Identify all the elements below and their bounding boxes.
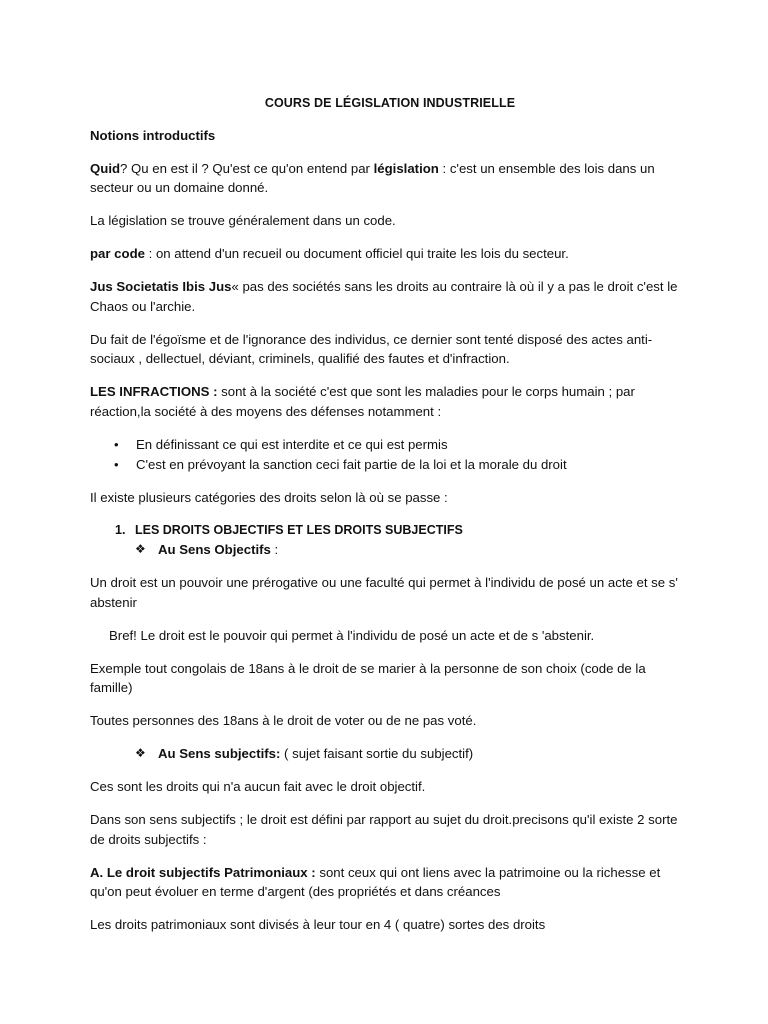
paragraph-sens-subjectifs: Dans son sens subjectifs ; le droit est défini par rapport au sujet du droit.precisons qu'il existe 2 sorte de droits subjectifs : bbox=[90, 812, 678, 847]
bullet-icon: • bbox=[114, 456, 119, 472]
list-item: • En définissant ce qui est interdite et ce qui est permis bbox=[90, 435, 690, 455]
diamond-bullet-icon: ❖ bbox=[135, 746, 146, 760]
paragraph-jus: Jus Societatis Ibis Jus« pas des sociétés sans les droits au contraire là où il y a pas le droit c'est le Chaos ou l'archie. bbox=[90, 279, 678, 314]
paragraph-bref: Bref! Le droit est le pouvoir qui permet à l'individu de posé un acte et de s 'abstenir. bbox=[109, 627, 595, 643]
paragraph-categories: Il existe plusieurs catégories des droits selon là où se passe : bbox=[90, 490, 448, 505]
bullet-list bbox=[90, 435, 690, 475]
subheading-sens-subjectifs: ❖ Au Sens subjectifs: ( sujet faisant sortie du subjectif) bbox=[90, 744, 690, 764]
subheading-sens-objectifs: ❖ Au Sens Objectifs : bbox=[90, 540, 690, 560]
paragraph-patrimoniaux: A. Le droit subjectifs Patrimoniaux : sont ceux qui ont liens avec la patrimoine ou la richesse et qu'on peut évoluer en terme d'argent (des propriétés et dans créances bbox=[90, 864, 661, 899]
paragraph-quid: Quid? Qu en est il ? Qu'est ce qu'on entend par législation : c'est un ensemble des lois dans un secteur ou un domaine donné. bbox=[90, 160, 655, 195]
list-item: • C'est en prévoyant la sanction ceci fait partie de la loi et la morale du droit bbox=[90, 455, 690, 475]
paragraph-voter: Toutes personnes des 18ans à le droit de voter ou de ne pas voté. bbox=[90, 713, 477, 728]
paragraph-divises: Les droits patrimoniaux sont divisés à leur tour en 4 ( quatre) sortes des droits bbox=[90, 917, 546, 932]
notions-heading: Notions introductifs bbox=[90, 127, 216, 143]
bullet-icon: • bbox=[114, 436, 119, 452]
paragraph-ces-droits: Ces sont les droits qui n'a aucun fait avec le droit objectif. bbox=[90, 779, 426, 794]
paragraph-exemple: Exemple tout congolais de 18ans à le droit de se marier à la personne de son choix (code de la famille) bbox=[90, 660, 646, 695]
paragraph-infractions: LES INFRACTIONS : sont à la société c'est que sont les maladies pour le corps humain ; par réaction,la société à des moyens des défenses notamment : bbox=[90, 384, 635, 419]
paragraph-code: La législation se trouve généralement dans un code. bbox=[90, 213, 396, 228]
diamond-bullet-icon: ❖ bbox=[135, 542, 146, 556]
paragraph-egoisme: Du fait de l'égoïsme et de l'ignorance des individus, ce dernier sont tenté disposé des actes anti-sociaux , dellectuel, déviant, criminels, qualifié des fautes et d'infraction. bbox=[90, 331, 653, 366]
section-number: 1. bbox=[115, 523, 126, 537]
document-body bbox=[90, 94, 690, 948]
paragraph-par-code: par code : on attend d'un recueil ou document officiel qui traite les lois du secteur. bbox=[90, 246, 569, 261]
section-heading: 1. LES DROITS OBJECTIFS ET LES DROITS SUBJECTIFS bbox=[90, 521, 690, 540]
paragraph-pouvoir: Un droit est un pouvoir une prérogative ou une faculté qui permet à l'individu de posé un acte et se s' abstenir bbox=[90, 575, 678, 610]
document-title: COURS DE LÉGISLATION INDUSTRIELLE bbox=[264, 96, 516, 110]
